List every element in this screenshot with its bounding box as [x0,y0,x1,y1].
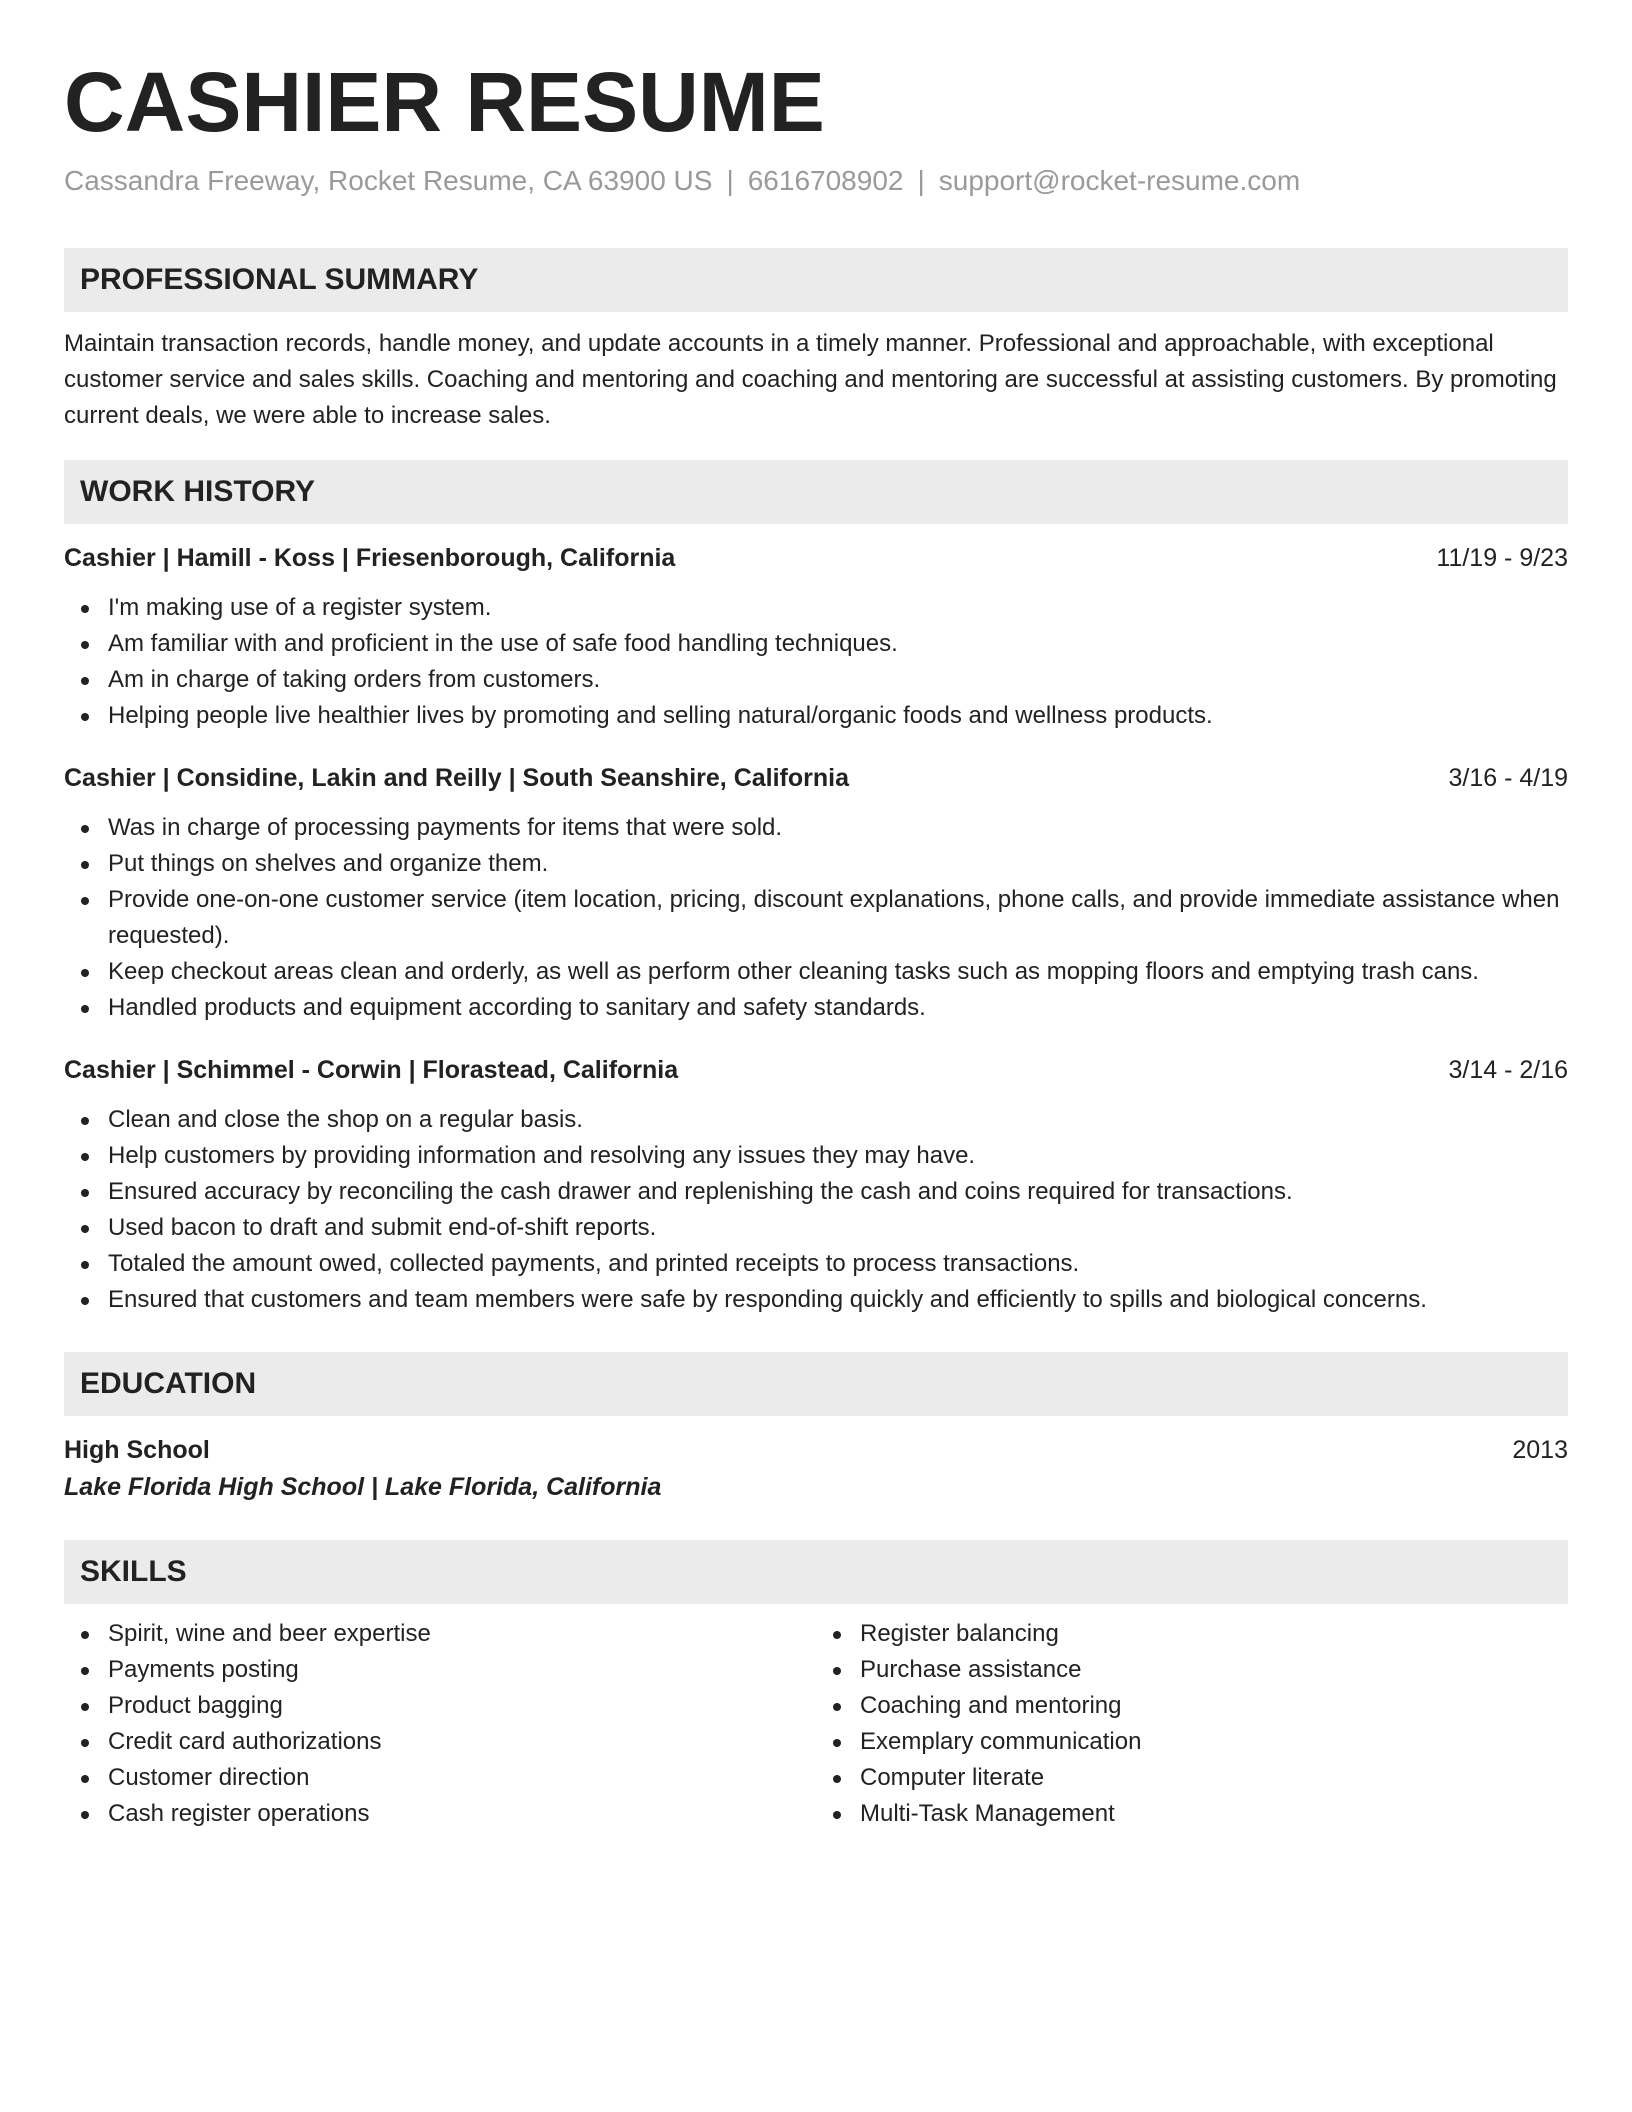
contact-address: Cassandra Freeway, Rocket Resume, CA 63900 US [64,165,713,196]
section-header-work-history: WORK HISTORY [64,460,1568,524]
skills-column-right [816,1616,1568,1832]
job-bullet: Handled products and equipment according to sanitary and safety standards. [64,990,1568,1026]
job-entry [64,760,1568,1026]
skills-column-left [64,1616,816,1832]
job-entry [64,540,1568,734]
skill-item: Customer direction [64,1760,816,1796]
job-bullet-list [64,1102,1568,1318]
education-entry [64,1432,1568,1468]
job-title: Cashier | Considine, Lakin and Reilly | South Seanshire, California [64,763,849,792]
education-degree: High School [64,1435,210,1464]
contact-separator: | [917,165,925,196]
job-bullet: Totaled the amount owed, collected payments, and printed receipts to process transactions. [64,1246,1568,1282]
skill-item: Purchase assistance [816,1652,1568,1688]
summary-text: Maintain transaction records, handle money, and update accounts in a timely manner. Professional and approachable, with exceptional customer service and sales skills. Coaching and mentoring and coaching and mentoring are successful at assisting customers. By promoting current deals, we were able to increase sales. [64,329,1557,429]
job-heading [64,760,1568,796]
job-bullet: Clean and close the shop on a regular basis. [64,1102,1568,1138]
resume-title: CASHIER RESUME [64,55,825,149]
section-header-skills: SKILLS [64,1540,1568,1604]
job-bullet: Provide one-on-one customer service (item location, pricing, discount explanations, phone calls, and provide immediate assistance when requested). [64,882,1568,954]
skill-item: Multi-Task Management [816,1796,1568,1832]
job-bullet: I'm making use of a register system. [64,590,1568,626]
job-bullet: Put things on shelves and organize them. [64,846,1568,882]
job-dates: 3/14 - 2/16 [1448,1055,1568,1084]
education-school: Lake Florida High School | Lake Florida, California [64,1472,662,1501]
job-bullet: Am familiar with and proficient in the use of safe food handling techniques. [64,626,1568,662]
job-bullet-list [64,810,1568,1026]
job-bullet: Was in charge of processing payments for items that were sold. [64,810,1568,846]
skill-item: Coaching and mentoring [816,1688,1568,1724]
job-bullet: Ensured accuracy by reconciling the cash drawer and replenishing the cash and coins required for transactions. [64,1174,1568,1210]
skill-item: Exemplary communication [816,1724,1568,1760]
section-header-summary: PROFESSIONAL SUMMARY [64,248,1568,312]
contact-phone: 6616708902 [747,165,904,196]
skill-item: Computer literate [816,1760,1568,1796]
job-heading [64,1052,1568,1088]
job-bullet-list [64,590,1568,734]
contact-email: support@rocket-resume.com [938,165,1301,196]
skill-item: Cash register operations [64,1796,816,1832]
job-bullet: Ensured that customers and team members were safe by responding quickly and efficiently to spills and biological concerns. [64,1282,1568,1318]
job-bullet: Keep checkout areas clean and orderly, as well as perform other cleaning tasks such as mopping floors and emptying trash cans. [64,954,1568,990]
job-bullet: Help customers by providing information and resolving any issues they may have. [64,1138,1568,1174]
skill-item: Credit card authorizations [64,1724,816,1760]
education-year: 2013 [1512,1435,1568,1464]
skill-item: Product bagging [64,1688,816,1724]
skills-grid [64,1616,1568,1832]
job-title: Cashier | Schimmel - Corwin | Florastead, California [64,1055,679,1084]
skill-item: Payments posting [64,1652,816,1688]
job-bullet: Helping people live healthier lives by promoting and selling natural/organic foods and wellness products. [64,698,1568,734]
skill-item: Register balancing [816,1616,1568,1652]
contact-separator: | [726,165,734,196]
contact-line [64,164,1568,198]
job-dates: 3/16 - 4/19 [1448,763,1568,792]
job-entry [64,1052,1568,1318]
skills-list [816,1616,1568,1832]
skills-list [64,1616,816,1832]
skill-item: Spirit, wine and beer expertise [64,1616,816,1652]
section-header-education: EDUCATION [64,1352,1568,1416]
job-bullet: Used bacon to draft and submit end-of-shift reports. [64,1210,1568,1246]
job-bullet: Am in charge of taking orders from customers. [64,662,1568,698]
job-heading [64,540,1568,576]
job-dates: 11/19 - 9/23 [1436,543,1568,572]
job-title: Cashier | Hamill - Koss | Friesenborough, California [64,543,676,572]
